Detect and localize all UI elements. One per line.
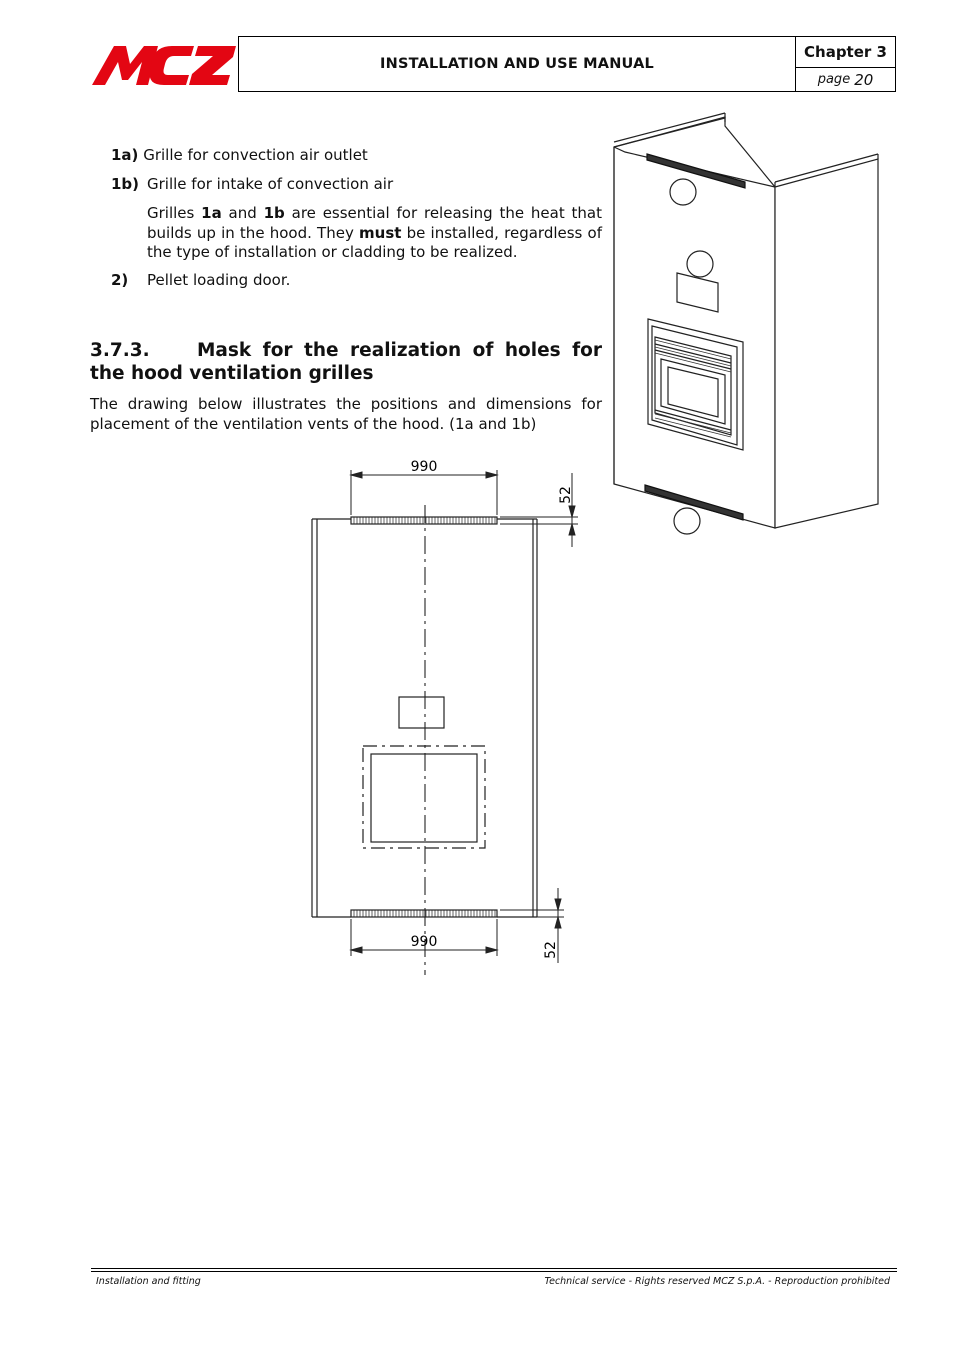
section-heading [90,339,602,385]
section-number: 3.7.3. [90,340,150,361]
para-text: Grilles [147,204,202,222]
item-2 [111,271,290,291]
item-2-text: Pellet loading door. [147,271,291,289]
footer-right-text: Technical service - Rights reserved MCZ S.p.A. - Reproduction prohibited [544,1276,890,1287]
section-title: Mask for the realization of holes for the hood ventilation grilles [90,340,602,384]
page-label [796,68,895,91]
top-width-dimension: 990 [410,459,438,475]
item-1a-text: Grille for convection air outlet [143,146,368,164]
hood-mask-drawing [300,455,590,980]
chapter-label: Chapter 3 [796,37,895,68]
hood-isometric-drawing [605,112,890,542]
item-1b [111,175,393,195]
para-bold: 1b [263,204,285,222]
item-1b-label: 1b) [111,175,140,193]
top-height-dimension: 52 [558,486,574,504]
mcz-logo [90,40,238,88]
para-text: be installed, regardless of the type of installation or cladding to be realized. [147,223,602,261]
footer-rule [91,1271,897,1272]
item-1b-text: Grille for intake of convection air [147,175,394,193]
para-bold: must [359,223,402,242]
page-prefix: page [817,72,851,87]
chapter-box [795,37,895,91]
item-2-label: 2) [111,271,129,289]
footer-left-text: Installation and fitting [96,1276,201,1287]
section-intro: The drawing below illustrates the positions and dimensions for placement of the ventilation vents of the hood. (1a and 1b) [90,395,602,433]
para-bold: 1a [201,204,222,222]
grilles-paragraph [147,204,602,263]
page-number: 20 [854,70,874,89]
bottom-height-dimension: 52 [543,941,559,959]
footer-rule [91,1268,897,1269]
item-1a-label: 1a) [111,146,139,164]
para-text: are essential for releasing the heat that builds up in the hood. They [147,204,603,242]
header-box [238,36,896,92]
bottom-width-dimension: 990 [410,934,438,950]
manual-title: INSTALLATION AND USE MANUAL [380,56,654,72]
item-1a [111,146,368,166]
para-text: and [221,204,264,222]
